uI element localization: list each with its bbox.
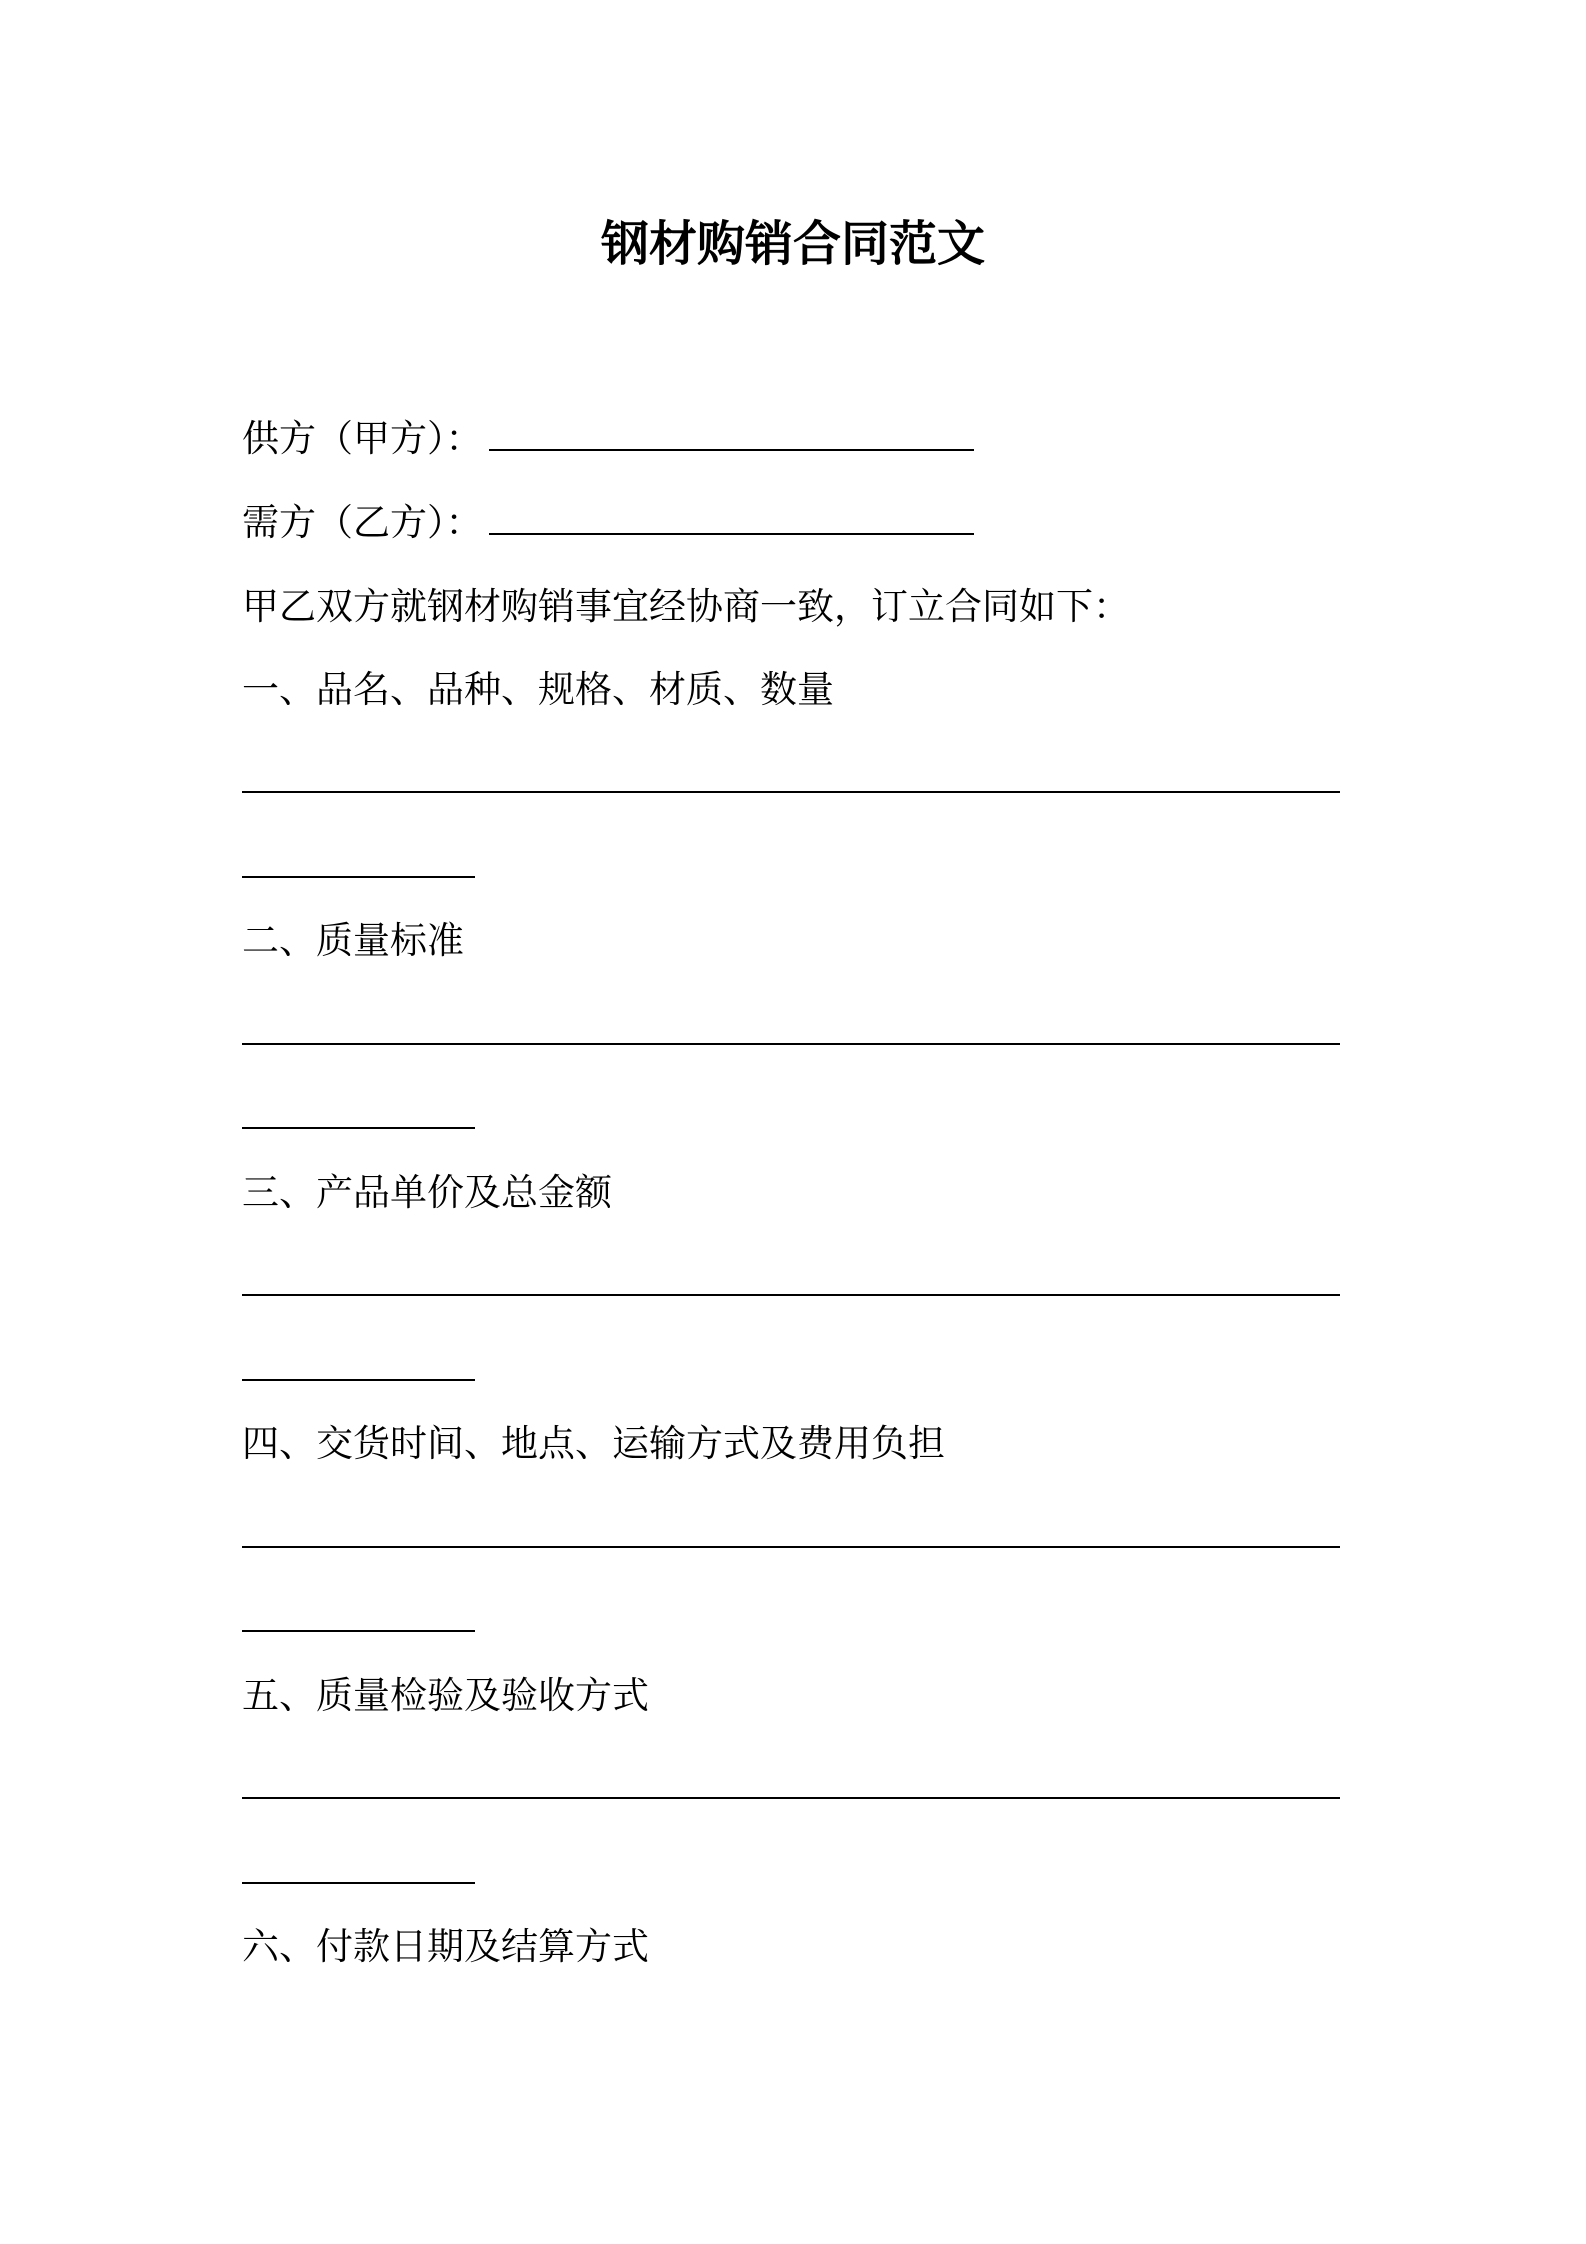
section-heading: 六、付款日期及结算方式 xyxy=(242,1925,649,1968)
fill-in-line xyxy=(242,791,1340,793)
fill-in-line xyxy=(242,1546,1340,1548)
buyer-label: 需方（乙方）： xyxy=(242,501,483,544)
fill-in-line xyxy=(242,1797,1340,1799)
buyer-blank xyxy=(489,533,974,535)
section-heading: 三、产品单价及总金额 xyxy=(242,1171,612,1214)
fill-in-line xyxy=(242,1379,475,1381)
section-heading: 二、质量标准 xyxy=(242,919,464,962)
section-heading: 一、品名、品种、规格、材质、数量 xyxy=(242,668,834,711)
fill-in-line xyxy=(242,1630,475,1632)
fill-in-line xyxy=(242,1882,475,1884)
supplier-label: 供方（甲方）： xyxy=(242,417,483,460)
supplier-blank xyxy=(489,449,974,451)
supplier-line xyxy=(242,414,974,464)
fill-in-line xyxy=(242,1294,1340,1296)
fill-in-line xyxy=(242,876,475,878)
buyer-line xyxy=(242,498,974,548)
document-title: 钢材购销合同范文 xyxy=(600,216,985,272)
fill-in-line xyxy=(242,1043,1340,1045)
section-heading: 五、质量检验及验收方式 xyxy=(242,1674,649,1717)
section-heading: 四、交货时间、地点、运输方式及费用负担 xyxy=(242,1422,945,1465)
intro-text: 甲乙双方就钢材购销事宜经协商一致，订立合同如下： xyxy=(242,585,1130,628)
fill-in-line xyxy=(242,1127,475,1129)
